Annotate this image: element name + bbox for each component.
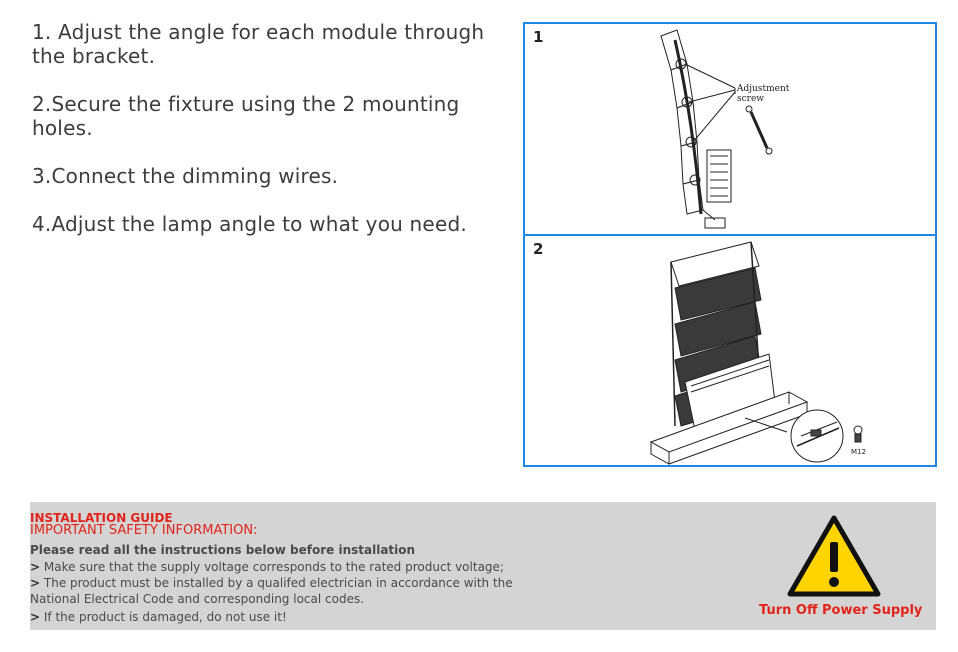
guide-title: INSTALLATION GUIDE	[30, 511, 173, 525]
warning-triangle-icon	[786, 514, 882, 598]
figure-1-panel	[523, 22, 937, 238]
bullet-marker: >	[30, 610, 41, 624]
figure-2-number: 2	[533, 240, 544, 258]
installation-steps	[32, 20, 502, 260]
safety-item-2-cont: National Electrical Code and corresponding local codes.	[30, 592, 365, 606]
callout-adjustment: Adjustment	[737, 84, 790, 94]
safety-item-3	[30, 609, 287, 625]
safety-item-1	[30, 559, 504, 575]
safety-item-2-text: The product must be installed by a qualifed electrician in accordance with the	[43, 576, 513, 590]
callout-screw: screw	[737, 94, 764, 104]
bullet-marker: >	[30, 576, 41, 590]
turn-off-power-warning: Turn Off Power Supply	[759, 603, 923, 618]
guide-subtitle: IMPORTANT SAFETY INFORMATION:	[30, 523, 258, 538]
step-4: 4.Adjust the lamp angle to what you need.	[32, 212, 467, 236]
step-3: 3.Connect the dimming wires.	[32, 164, 339, 188]
figure-1-number: 1	[533, 28, 544, 46]
safety-item-2	[30, 575, 513, 591]
mounting-diagram	[525, 236, 935, 465]
bullet-marker: >	[30, 560, 41, 574]
safety-item-1-text: Make sure that the supply voltage corresponds to the rated product voltage;	[43, 560, 504, 574]
read-notice: Please read all the instructions below before installation	[30, 543, 416, 557]
step-2: 2.Secure the fixture using the 2 mounting holes.	[32, 92, 460, 140]
step-1: 1. Adjust the angle for each module through the bracket.	[32, 20, 485, 68]
adjustment-diagram	[525, 24, 935, 236]
installation-guide-panel	[30, 502, 936, 630]
bolt-label: M12	[851, 448, 866, 456]
figure-2-panel	[523, 234, 937, 467]
safety-item-3-text: If the product is damaged, do not use it!	[43, 610, 287, 624]
